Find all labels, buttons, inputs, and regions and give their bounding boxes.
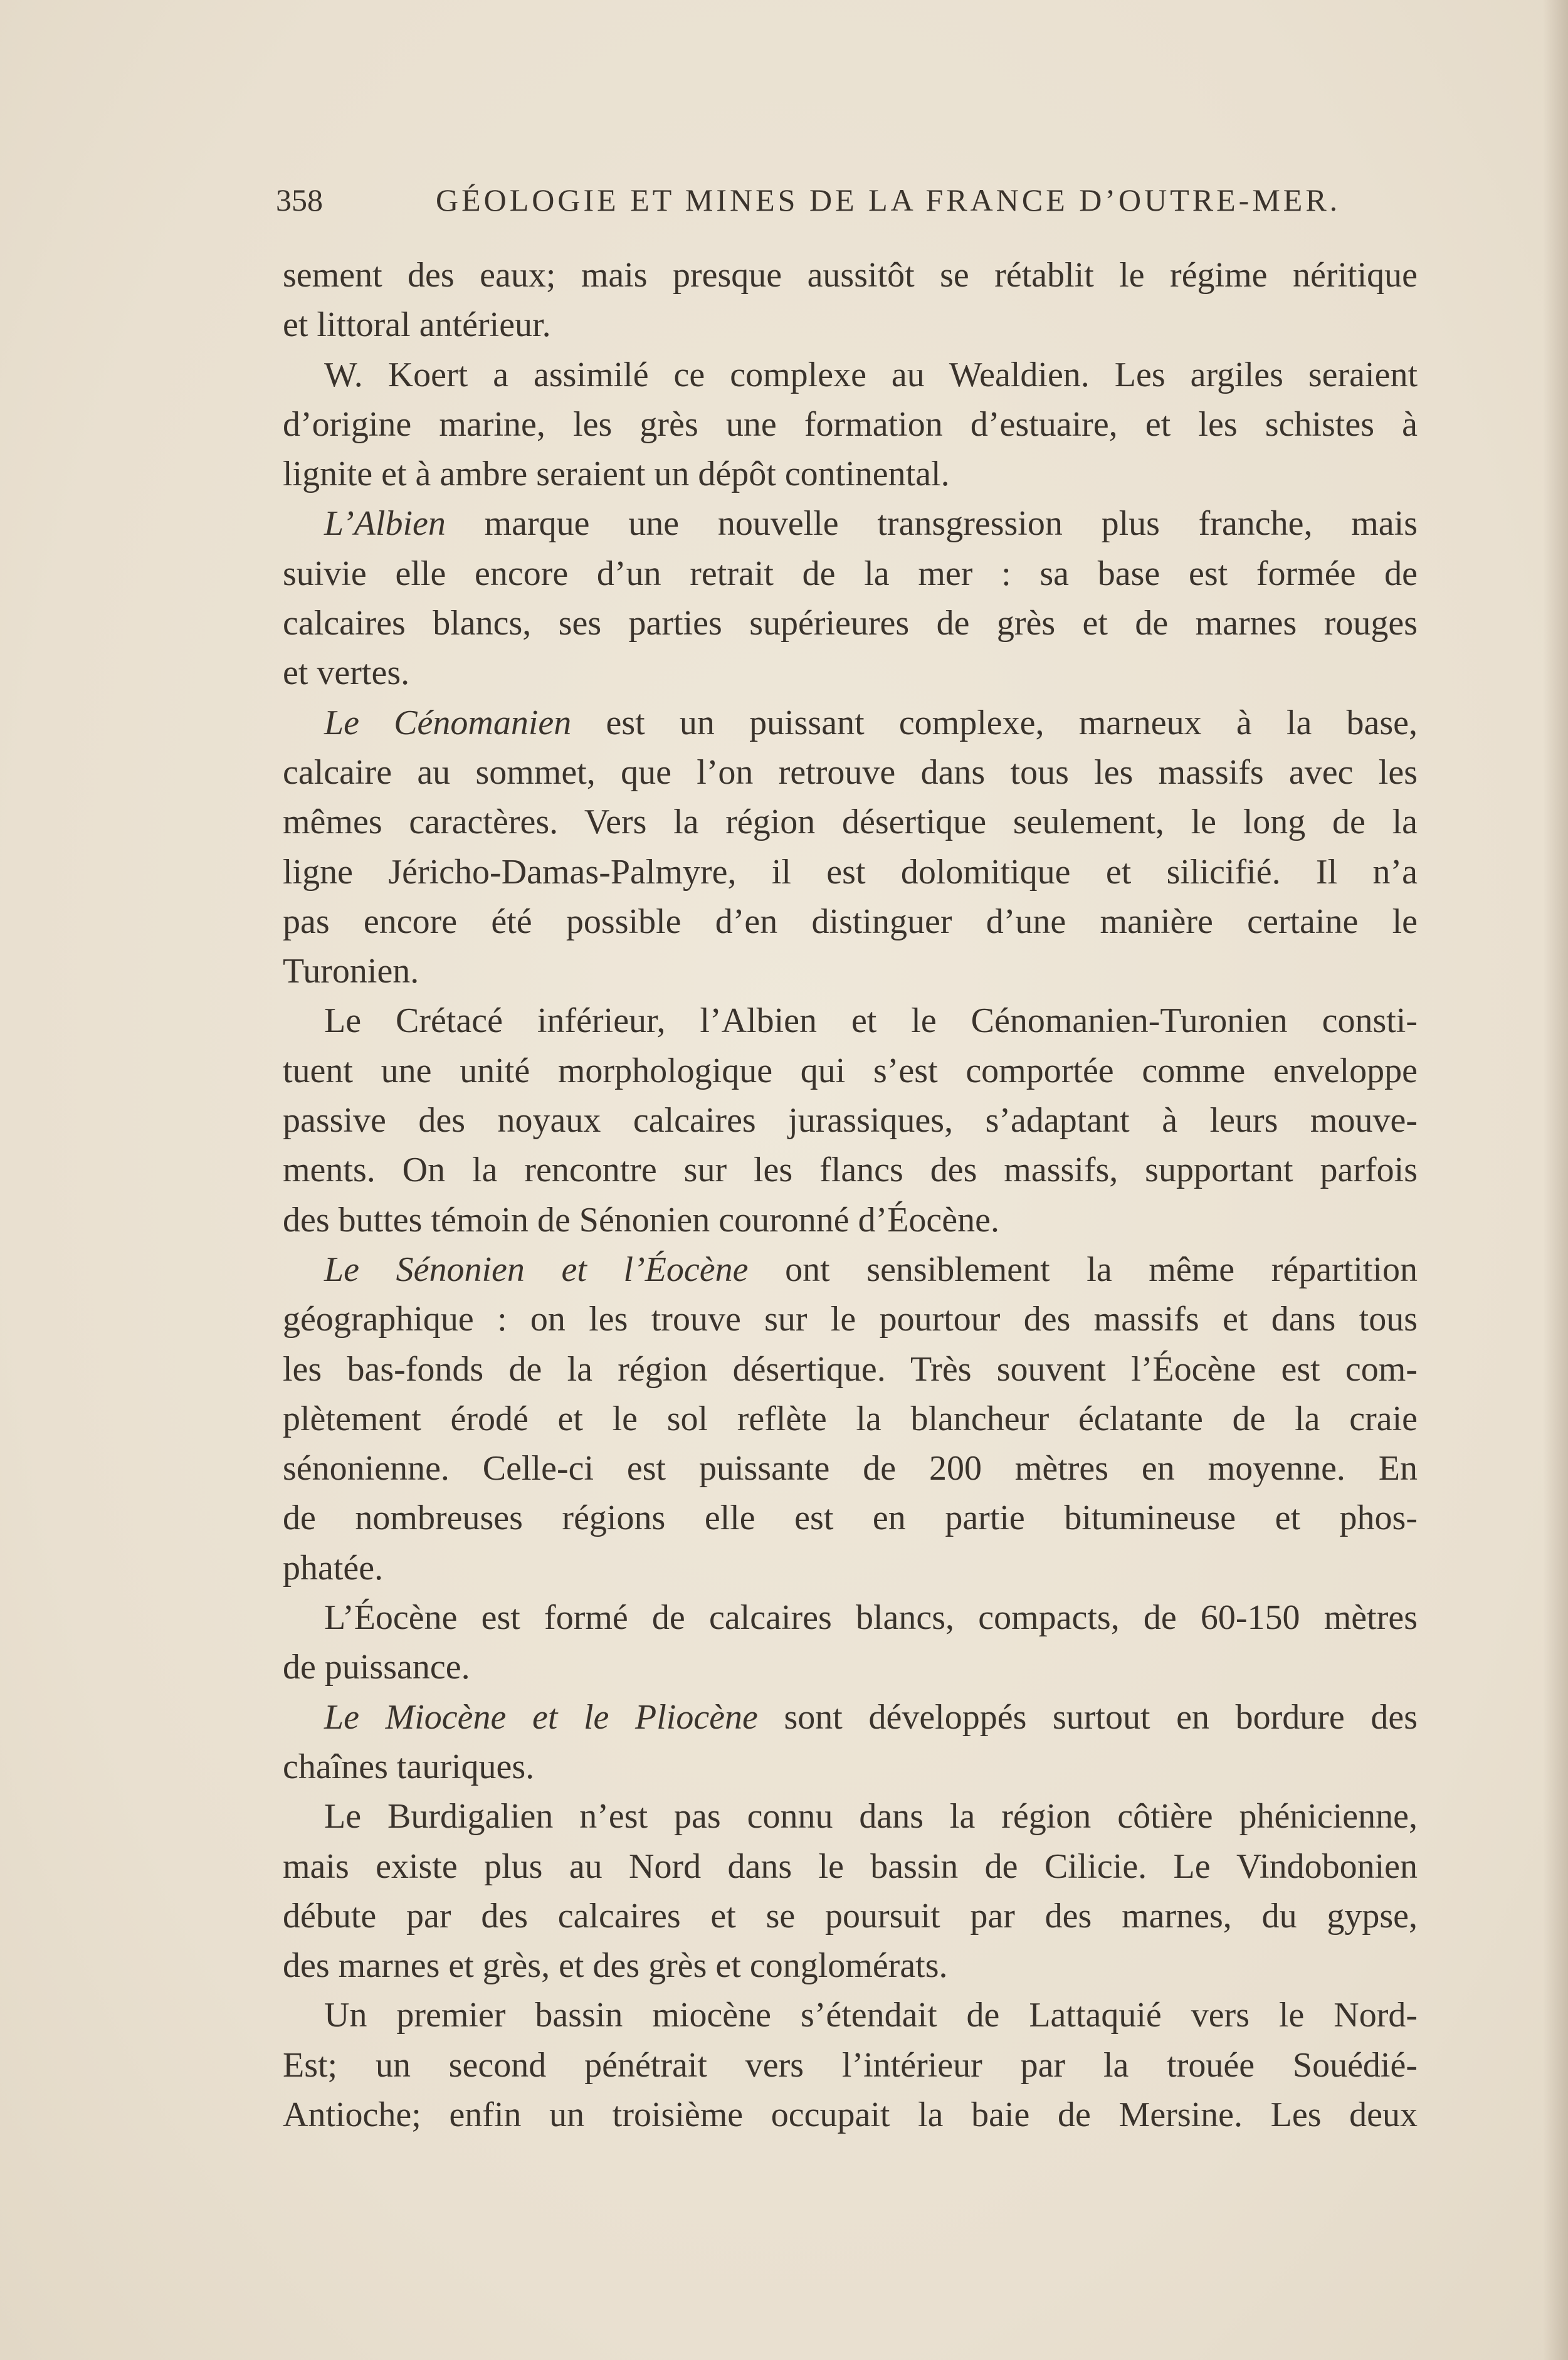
line-text: mais existe plus au Nord dans le bassin de Cilicie. Le Vindobonien [283, 1846, 1418, 1886]
text-line [283, 599, 1418, 648]
line-text: géographique : on les trouve sur le pourtour des massifs et dans tous [283, 1300, 1418, 1339]
italic-heading: Le Cénomanien [324, 703, 572, 742]
line-text: débute par des calcaires et se poursuit par des marnes, du gypse, [283, 1896, 1418, 1936]
body-text [283, 251, 1418, 2140]
line-content [283, 1648, 470, 1687]
line-content [283, 455, 950, 493]
text-line [283, 1941, 1418, 1991]
line-content [283, 2095, 1418, 2134]
line-text: suivie elle encore d’un retrait de la mer : sa base est formée de [283, 554, 1418, 593]
text-line [283, 1742, 1418, 1792]
text-line [283, 1593, 1418, 1643]
line-content [283, 405, 1418, 444]
line-text: marque une nouvelle transgression plus franche, mais [445, 504, 1418, 544]
line-content [283, 1449, 1418, 1488]
page-gutter-shadow [1543, 0, 1568, 2360]
line-text: chaînes tauriques. [283, 1747, 535, 1786]
text-line [283, 897, 1418, 947]
line-content [324, 356, 1418, 394]
text-line [283, 698, 1418, 748]
line-content [283, 803, 1418, 841]
text-line [283, 1792, 1418, 1841]
text-line [283, 350, 1418, 400]
line-text: mêmes caractères. Vers la région désertique seulement, le long de la [283, 803, 1418, 842]
line-content [283, 1747, 534, 1786]
line-text: de puissance. [283, 1648, 470, 1687]
line-content [283, 1151, 1418, 1189]
line-content [283, 902, 1418, 941]
text-line [283, 1046, 1418, 1096]
text-line [283, 1245, 1418, 1295]
line-content [283, 1499, 1418, 1537]
running-header [276, 182, 1417, 226]
line-text: des buttes témoin de Sénonien couronné d’Éocène. [283, 1200, 999, 1240]
line-text: Turonien. [283, 952, 419, 991]
text-line [283, 300, 1418, 350]
text-line [283, 1892, 1418, 1941]
text-line [283, 748, 1418, 798]
line-text: ligne Jéricho-Damas-Palmyre, il est dolomitique et silicifié. Il n’a [283, 852, 1418, 892]
text-line [283, 1444, 1418, 1493]
line-text: calcaire au sommet, que l’on retrouve dans tous les massifs avec les [283, 752, 1418, 792]
line-content [283, 1051, 1418, 1090]
text-line [283, 1693, 1418, 1742]
line-content [324, 504, 1418, 543]
italic-heading: Le Sénonien et l’Éocène [324, 1250, 749, 1289]
line-content [283, 1946, 948, 1985]
line-text: ont sensiblement la même répartition [748, 1250, 1418, 1289]
line-content [283, 1350, 1418, 1389]
text-line [283, 1842, 1418, 1892]
line-text: est un puissant complexe, marneux à la base, [571, 703, 1418, 742]
text-line [283, 947, 1418, 996]
line-text: Est; un second pénétrait vers l’intérieur par la trouée Souédié- [283, 2045, 1418, 2085]
line-content [283, 554, 1418, 593]
line-content [283, 1549, 383, 1588]
line-content [283, 853, 1418, 892]
text-line [283, 499, 1418, 549]
line-text: passive des noyaux calcaires jurassiques, s’adaptant à leurs mouve- [283, 1101, 1418, 1140]
line-text: tuent une unité morphologique qui s’est comportée comme enveloppe [283, 1051, 1418, 1090]
text-line [283, 1345, 1418, 1394]
line-content [324, 1996, 1418, 2035]
line-text: phatée. [283, 1548, 384, 1588]
line-text: L’Éocène est formé de calcaires blancs, compacts, de 60-150 mètres [324, 1598, 1418, 1638]
text-line [283, 1295, 1418, 1344]
text-line [283, 400, 1418, 450]
text-line [283, 1196, 1418, 1245]
line-content [324, 1250, 1418, 1289]
text-line [283, 450, 1418, 499]
line-text: et littoral antérieur. [283, 305, 551, 345]
line-content [324, 1797, 1418, 1836]
text-line [283, 2041, 1418, 2090]
text-line [283, 648, 1418, 698]
line-text: d’origine marine, les grès une formation d’estuaire, et les schistes à [283, 404, 1418, 444]
line-content [283, 256, 1418, 295]
text-line [283, 1991, 1418, 2040]
text-line [283, 1394, 1418, 1444]
line-content [283, 1399, 1418, 1438]
line-content [283, 753, 1418, 792]
text-line [283, 848, 1418, 897]
line-content [283, 1847, 1418, 1886]
line-text: plètement érodé et le sol reflète la blancheur éclatante de la craie [283, 1399, 1418, 1438]
line-text: Le Burdigalien n’est pas connu dans la région côtière phénicienne, [324, 1797, 1418, 1836]
line-content [324, 1598, 1418, 1637]
line-text: les bas-fonds de la région désertique. Très souvent l’Éocène est com- [283, 1349, 1418, 1389]
italic-heading: Le Miocène et le Pliocène [324, 1697, 758, 1737]
text-line [283, 1544, 1418, 1593]
line-text: des marnes et grès, et des grès et conglomérats. [283, 1946, 948, 1986]
line-content [283, 653, 409, 692]
line-content [324, 1001, 1418, 1040]
text-line [283, 798, 1418, 847]
running-title: GÉOLOGIE ET MINES DE LA FRANCE D’OUTRE-MER. [436, 182, 1341, 218]
line-content [283, 1101, 1418, 1140]
text-line [283, 1493, 1418, 1543]
text-line [283, 1643, 1418, 1692]
text-line [283, 1146, 1418, 1195]
text-line [283, 2090, 1418, 2140]
line-content [283, 952, 419, 991]
line-text: de nombreuses régions elle est en partie bitumineuse et phos- [283, 1499, 1418, 1538]
line-text: ments. On la rencontre sur les flancs des massifs, supportant parfois [283, 1151, 1418, 1190]
italic-heading: L’Albien [324, 504, 446, 544]
line-content [324, 1698, 1418, 1737]
line-content [283, 305, 551, 344]
line-content [283, 2046, 1418, 2085]
line-text: sont développés surtout en bordure des [757, 1697, 1418, 1737]
line-content [324, 703, 1418, 742]
text-line [283, 549, 1418, 599]
line-text: W. Koert a assimilé ce complexe au Wealdien. Les argiles seraient [324, 355, 1418, 394]
line-content [283, 604, 1418, 643]
line-content [283, 1201, 999, 1240]
line-text: lignite et à ambre seraient un dépôt continental. [283, 455, 950, 494]
line-text: Antioche; enfin un troisième occupait la baie de Mersine. Les deux [283, 2095, 1418, 2134]
line-text: et vertes. [283, 653, 410, 693]
line-text: calcaires blancs, ses parties supérieures de grès et de marnes rouges [283, 604, 1418, 643]
line-content [283, 1897, 1418, 1936]
line-text: sénonienne. Celle-ci est puissante de 200 mètres en moyenne. En [283, 1449, 1418, 1488]
line-text: pas encore été possible d’en distinguer d’une manière certaine le [283, 902, 1418, 941]
line-content [283, 1300, 1418, 1339]
line-text: Un premier bassin miocène s’étendait de Lattaquié vers le Nord- [324, 1996, 1418, 2035]
text-line [283, 996, 1418, 1046]
text-line [283, 1096, 1418, 1146]
line-text: sement des eaux; mais presque aussitôt se rétablit le régime néritique [283, 256, 1418, 295]
line-text: Le Crétacé inférieur, l’Albien et le Cénomanien-Turonien consti- [324, 1001, 1418, 1041]
page-number: 358 [276, 182, 323, 218]
text-line [283, 251, 1418, 300]
